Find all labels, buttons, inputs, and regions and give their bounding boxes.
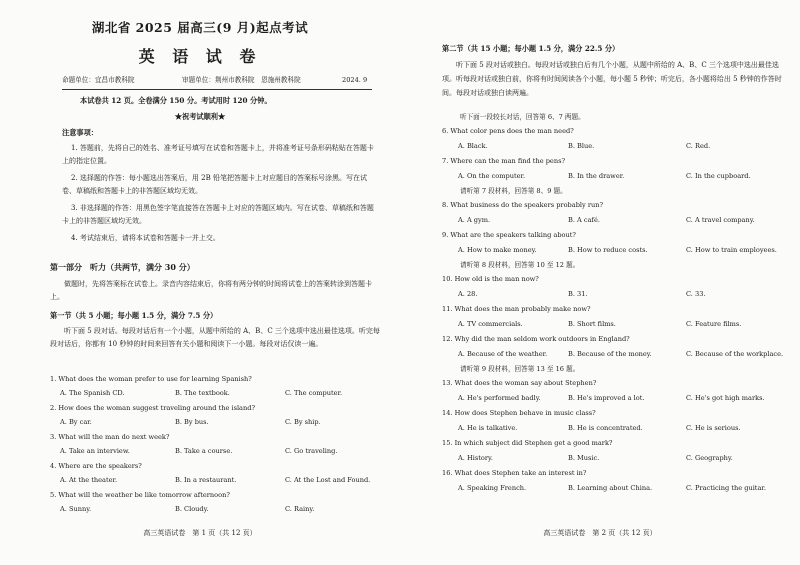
- option-c: C. Feature films.: [686, 320, 742, 328]
- header-divider: [62, 89, 372, 90]
- question-text: 16. What does Stephen take an interest in?: [442, 469, 587, 477]
- option-a: A. At the theater.: [60, 476, 118, 484]
- question-text: 7. Where can the man find the pens?: [442, 157, 565, 165]
- option-b: B. The textbook.: [175, 389, 230, 397]
- option-a: A. Black.: [458, 142, 488, 150]
- part1-intro: 做题时，先将答案标在试卷上。录音内容结束后，你将有两分钟的时间将试卷上的答案转涂到答题卡上。: [50, 280, 372, 301]
- question-text: 9. What are the speakers talking about?: [442, 231, 576, 239]
- option-c: C. Practicing the guitar.: [686, 484, 766, 492]
- option-c: C. A travel company.: [686, 216, 755, 224]
- option-c: C. 33.: [686, 290, 706, 298]
- option-c: C. He is serious.: [686, 424, 741, 432]
- listening-instruction: 请听第 8 段材料，回答第 10 至 12 题。: [460, 261, 580, 269]
- question-text: 14. How does Stephen behave in music class?: [442, 409, 596, 417]
- page-footer: 高三英语试卷 第 1 页（共 12 页）: [143, 529, 257, 537]
- option-c: C. By ship.: [285, 418, 321, 426]
- option-a: A. How to make money.: [458, 246, 537, 254]
- reviewer-info: 审题单位：荆州市教科院 恩施州教科院: [182, 76, 301, 84]
- question-text: 15. In which subject did Stephen get a good mark?: [442, 439, 613, 447]
- exam-date: 2024. 9: [342, 76, 368, 84]
- option-c: C. Geography.: [686, 454, 733, 462]
- option-b: B. Cloudy.: [175, 505, 209, 513]
- section1-title: 第一节（共 5 小题；每小题 1.5 分，满分 7.5 分）: [50, 311, 218, 320]
- option-c: C. The computer.: [285, 389, 343, 397]
- option-b: B. Take a course.: [175, 447, 233, 455]
- option-c: C. How to train employees.: [686, 246, 777, 254]
- option-a: A. He's performed badly.: [458, 394, 541, 402]
- listening-instruction: 请听第 7 段材料，回答第 8、9 题。: [460, 187, 567, 195]
- question-text: 4. Where are the speakers?: [50, 462, 142, 470]
- option-c: C. In the cupboard.: [686, 172, 751, 180]
- option-b: B. A café.: [568, 216, 600, 224]
- option-b: B. He's improved a lot.: [568, 394, 645, 402]
- exam-note: 本试卷共 12 页。全卷满分 150 分。考试用时 120 分钟。: [80, 96, 272, 105]
- section2-title: 第二节（共 15 小题；每小题 1.5 分，满分 22.5 分）: [442, 44, 620, 53]
- question-text: 5. What will the weather be like tomorrow afternoon?: [50, 491, 230, 499]
- option-b: B. He is concentrated.: [568, 424, 643, 432]
- option-a: A. Sunny.: [60, 505, 92, 513]
- option-b: B. In a restaurant.: [175, 476, 237, 484]
- option-c: C. Go traveling.: [285, 447, 338, 455]
- option-a: A. On the computer.: [458, 172, 526, 180]
- question-text: 10. How old is the man now?: [442, 275, 539, 283]
- option-c: C. Because of the workplace.: [686, 350, 784, 358]
- option-a: A. History.: [458, 454, 493, 462]
- listening-instruction: 请听第 9 段材料，回答第 13 至 16 题。: [460, 365, 580, 373]
- part1-title: 第一部分 听力（共两节，满分 30 分）: [50, 262, 195, 272]
- option-b: B. By bus.: [175, 418, 209, 426]
- option-a: A. Take an interview.: [60, 447, 130, 455]
- notice-item: 4. 考试结束后，请将本试卷和答题卡一并上交。: [71, 234, 220, 242]
- option-a: A. Because of the weather.: [458, 350, 548, 358]
- question-text: 1. What does the woman prefer to use for learning Spanish?: [50, 375, 252, 383]
- option-b: B. Blue.: [568, 142, 595, 150]
- option-c: C. He's got high marks.: [686, 394, 765, 402]
- notice-item: 3. 非选择题的作答：用黑色签字笔直接答在答题卡上对应的答题区域内。写在试卷、草稿纸和答题卡上的非答题区域均无效。: [62, 204, 374, 225]
- option-a: A. The Spanish CD.: [60, 389, 125, 397]
- good-luck-note: ★祝考试顺利★: [174, 112, 226, 121]
- question-text: 6. What color pens does the man need?: [442, 127, 574, 135]
- notice-item: 2. 选择题的作答：每小题选出答案后，用 2B 铅笔把答题卡上对应题目的答案标号涂黑。写在试卷、草稿纸和答题卡上的非答题区域均无效。: [62, 174, 367, 195]
- option-b: B. Learning about China.: [568, 484, 653, 492]
- section2-intro: 听下面 5 段对话或独白。每段对话或独白后有几个小题，从题中所给的 A、B、C 三个选项中选出最佳选项。听每段对话或独白前，你将有时间阅读各个小题，每小题 5 秒钟；听完后，各小题将给出 5 秒钟的作答时间。每段对话或独白读两遍。: [442, 61, 782, 97]
- option-b: B. In the drawer.: [568, 172, 625, 180]
- page-footer: 高三英语试卷 第 2 页（共 12 页）: [543, 529, 657, 537]
- page-2: [400, 0, 800, 565]
- option-a: A. A gym.: [458, 216, 491, 224]
- option-c: C. Red.: [686, 142, 711, 150]
- option-a: A. By car.: [60, 418, 92, 426]
- option-b: B. 31.: [568, 290, 588, 298]
- option-c: C. At the Lost and Found.: [285, 476, 371, 484]
- option-b: B. How to reduce costs.: [568, 246, 648, 254]
- proposer-info: 命题单位：宜昌市教科院: [62, 76, 135, 84]
- question-text: 11. What does the man probably make now?: [442, 305, 591, 313]
- question-text: 12. Why did the man seldom work outdoors in England?: [442, 335, 630, 343]
- question-text: 2. How does the woman suggest traveling around the island?: [50, 404, 255, 412]
- option-c: C. Rainy.: [285, 505, 315, 513]
- option-a: A. He is talkative.: [458, 424, 518, 432]
- section1-intro: 听下面 5 段对话。每段对话后有一个小题，从题中所给的 A、B、C 三个选项中选出最佳选项。听完每段对话后，你都有 10 秒钟的时间来回答有关小题和阅读下一小题。每段对话仅读一遍。: [50, 327, 380, 348]
- exam-title: 湖北省 2025 届高三(9 月)起点考试: [91, 20, 309, 35]
- question-text: 8. What business do the speakers probably run?: [442, 201, 604, 209]
- option-b: B. Music.: [568, 454, 600, 462]
- question-text: 13. What does the woman say about Stephen?: [442, 379, 597, 387]
- notice-item: 1. 答题前，先将自己的姓名、准考证号填写在试卷和答题卡上，并将准考证号条形码粘贴在答题卡上的指定位置。: [62, 144, 374, 165]
- option-a: A. Speaking French.: [458, 484, 527, 492]
- subject-title: 英 语 试 卷: [138, 47, 262, 66]
- option-a: A. TV commercials.: [458, 320, 523, 328]
- option-b: B. Short films.: [568, 320, 616, 328]
- option-a: A. 28.: [458, 290, 478, 298]
- option-b: B. Because of the money.: [568, 350, 652, 358]
- question-text: 3. What will the man do next week?: [50, 433, 170, 441]
- notice-title: 注意事项：: [62, 128, 98, 137]
- listening-instruction: 听下面一段较长对话，回答第 6、7 两题。: [460, 113, 585, 121]
